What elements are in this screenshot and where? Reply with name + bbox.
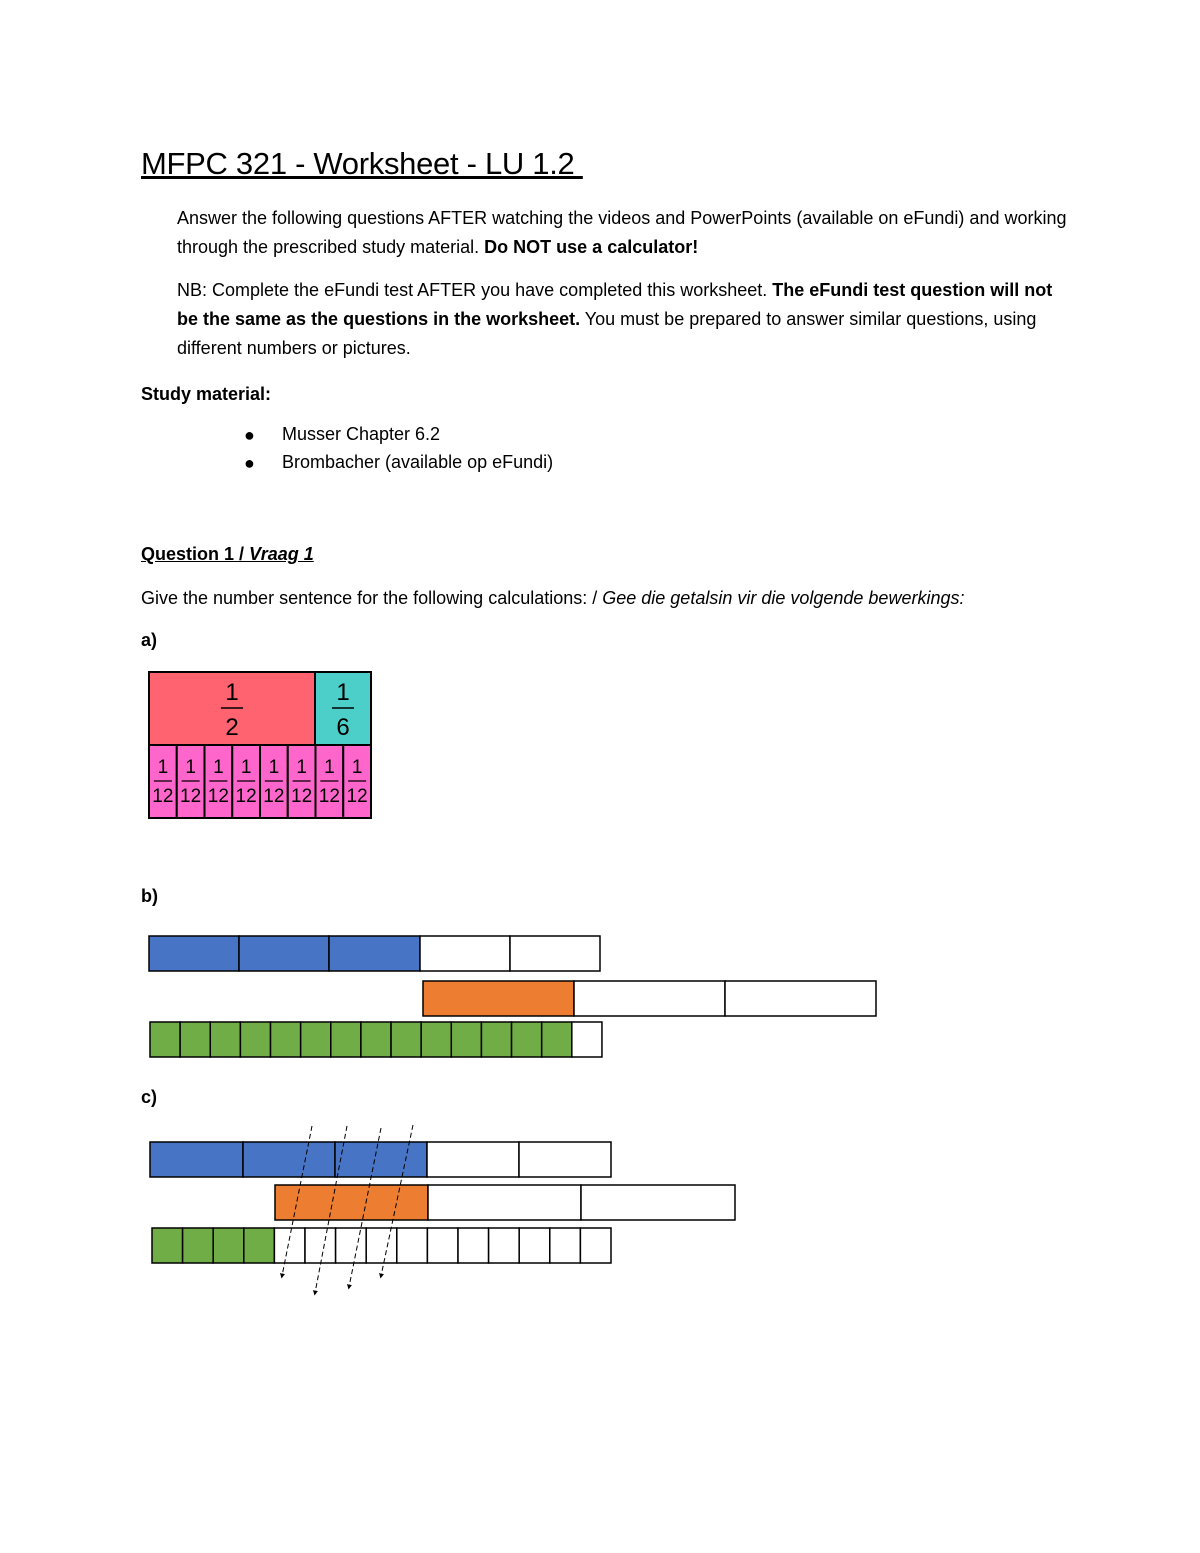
blue-cell: [150, 1142, 243, 1177]
sixth-numerator: 1: [336, 679, 350, 706]
twelfth-denominator: 12: [152, 786, 174, 807]
part-label-b: b): [141, 886, 158, 906]
empty-cell: [510, 936, 600, 971]
study-item: Brombacher (available op eFundi): [282, 452, 554, 472]
twelfth-numerator: 1: [157, 757, 169, 778]
orange-cell: [275, 1185, 428, 1220]
orange-cell: [423, 981, 574, 1016]
green-cell: [271, 1022, 301, 1057]
bullet-icon: ●: [244, 425, 255, 445]
blue-cell: [329, 936, 420, 971]
blue-cell: [149, 936, 239, 971]
twelfth-denominator: 12: [207, 786, 229, 807]
empty-cell: [489, 1228, 520, 1263]
diagram-a: [149, 672, 371, 818]
green-cell: [421, 1022, 451, 1057]
part-label-a: a): [141, 630, 158, 650]
twelfth-numerator: 1: [240, 757, 252, 778]
nb-text-3: You must be prepared to answer similar questions, using different numbers or pictures.: [177, 309, 1037, 358]
twelfth-denominator: 12: [291, 786, 313, 807]
diagram-c: [150, 1125, 735, 1293]
empty-cell: [397, 1228, 428, 1263]
green-cell: [542, 1022, 572, 1057]
twelfth-denominator: 12: [263, 786, 285, 807]
empty-cell: [366, 1228, 397, 1263]
green-cell: [210, 1022, 240, 1057]
empty-cell: [725, 981, 876, 1016]
empty-cell: [458, 1228, 489, 1263]
bullet-icon: ●: [244, 453, 255, 473]
empty-cell: [581, 1185, 735, 1220]
empty-cell: [550, 1228, 581, 1263]
empty-cell: [420, 936, 510, 971]
question-heading-af: Vraag 1: [249, 544, 314, 564]
half-denominator: 2: [225, 714, 239, 741]
twelfth-numerator: 1: [324, 757, 335, 778]
twelfth-denominator: 12: [318, 786, 340, 807]
green-cell: [180, 1022, 210, 1057]
empty-cell: [428, 1185, 581, 1220]
twelfth-numerator: 1: [296, 757, 307, 778]
green-cell: [150, 1022, 180, 1057]
sixth-denominator: 6: [336, 714, 350, 741]
green-cell: [331, 1022, 361, 1057]
twelfth-numerator: 1: [268, 757, 280, 778]
twelfth-numerator: 1: [213, 757, 224, 778]
twelfth-numerator: 1: [185, 757, 196, 778]
green-cell: [240, 1022, 270, 1057]
twelfth-denominator: 12: [235, 786, 257, 807]
empty-cell: [574, 981, 725, 1016]
green-cell: [183, 1228, 214, 1263]
intro-bold: Do NOT use a calculator!: [484, 237, 699, 257]
half-numerator: 1: [225, 679, 239, 706]
instruction-en: Give the number sentence for the following calculations: /: [141, 588, 603, 608]
intro-text: Answer the following questions AFTER watching the videos and PowerPoints (available on eFundi) and working through the prescribed study material.: [177, 208, 1067, 257]
green-cell: [152, 1228, 183, 1263]
blue-cell: [335, 1142, 427, 1177]
green-cell: [361, 1022, 391, 1057]
empty-cell: [427, 1228, 458, 1263]
twelfth-denominator: 12: [180, 786, 202, 807]
question-heading-en: Question 1 /: [141, 544, 250, 564]
study-item: Musser Chapter 6.2: [282, 424, 441, 444]
part-label-c: c): [141, 1087, 158, 1107]
empty-cell: [580, 1228, 611, 1263]
page-title: MFPC 321 - Worksheet - LU 1.2: [141, 146, 583, 181]
empty-cell: [427, 1142, 519, 1177]
green-cell: [512, 1022, 542, 1057]
green-cell: [213, 1228, 244, 1263]
blue-cell: [239, 936, 329, 971]
green-cell: [451, 1022, 481, 1057]
empty-cell: [519, 1142, 611, 1177]
blue-cell: [243, 1142, 335, 1177]
green-cell: [391, 1022, 421, 1057]
instruction-af: Gee die getalsin vir die volgende bewerkings:: [602, 588, 965, 608]
nb-text-1: NB: Complete the eFundi test AFTER you have completed this worksheet.: [177, 280, 773, 300]
empty-cell: [572, 1022, 602, 1057]
green-cell: [481, 1022, 511, 1057]
empty-cell: [274, 1228, 305, 1263]
green-cell: [244, 1228, 275, 1263]
diagram-b: [149, 936, 876, 1057]
empty-cell: [519, 1228, 550, 1263]
nb-text-bold: The eFundi test question will not be the same as the questions in the worksheet.: [177, 280, 1053, 329]
twelfth-numerator: 1: [351, 757, 363, 778]
green-cell: [301, 1022, 331, 1057]
empty-cell: [305, 1228, 336, 1263]
study-heading: Study material:: [141, 384, 272, 404]
twelfth-denominator: 12: [346, 786, 368, 807]
empty-cell: [336, 1228, 367, 1263]
